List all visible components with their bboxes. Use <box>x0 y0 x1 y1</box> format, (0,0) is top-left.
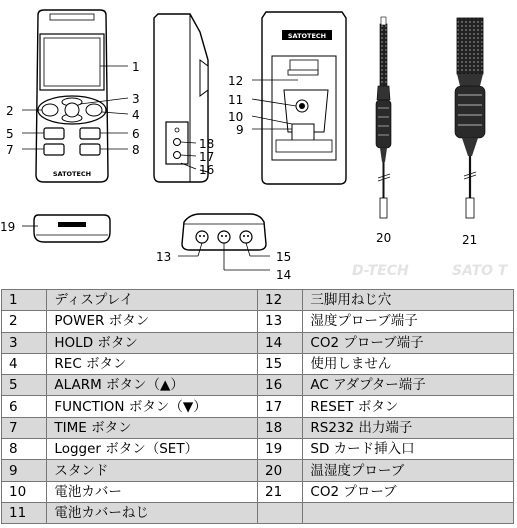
part-number: 6 <box>2 396 47 417</box>
part-name <box>303 502 514 523</box>
part-number: 2 <box>2 311 47 332</box>
part-name: FUNCTION ボタン（▼） <box>47 396 258 417</box>
table-row <box>2 439 514 460</box>
callout-13: 13 <box>156 250 172 264</box>
part-name: ディスプレイ <box>47 290 258 311</box>
bottom-view <box>34 215 110 242</box>
part-name: スタンド <box>47 460 258 481</box>
part-name: ALARM ボタン（▲） <box>47 375 258 396</box>
callout-15: 15 <box>276 250 292 264</box>
part-number: 14 <box>257 332 302 353</box>
table-row <box>2 290 514 311</box>
callout-18: 18 <box>199 137 215 151</box>
table-row <box>2 311 514 332</box>
part-name: 使用しません <box>303 353 514 374</box>
part-number: 7 <box>2 417 47 438</box>
table-row <box>2 332 514 353</box>
part-name: REC ボタン <box>47 353 258 374</box>
callout-7: 7 <box>6 143 14 157</box>
part-number: 20 <box>257 460 302 481</box>
part-number: 1 <box>2 290 47 311</box>
callout-1: 1 <box>132 60 140 74</box>
callout-12: 12 <box>228 74 244 88</box>
part-name: RESET ボタン <box>303 396 514 417</box>
front-view <box>36 10 108 182</box>
part-number: 13 <box>257 311 302 332</box>
part-number: 9 <box>2 460 47 481</box>
table-row <box>2 396 514 417</box>
table-row <box>2 481 514 502</box>
part-number <box>257 502 302 523</box>
temp-humidity-probe <box>376 17 391 218</box>
rear-view <box>262 12 346 184</box>
watermark-left: D-TECH <box>352 263 409 279</box>
part-number: 4 <box>2 353 47 374</box>
callout-8: 8 <box>132 143 140 157</box>
callout-17: 17 <box>199 150 215 164</box>
callout-10: 10 <box>228 110 244 124</box>
part-name: HOLD ボタン <box>47 332 258 353</box>
part-number: 5 <box>2 375 47 396</box>
callout-2: 2 <box>6 104 14 118</box>
callout-20: 20 <box>376 231 392 245</box>
part-number: 3 <box>2 332 47 353</box>
callout-9: 9 <box>236 123 244 137</box>
callout-5: 5 <box>6 127 14 141</box>
part-name: 電池カバー <box>47 481 258 502</box>
part-name: TIME ボタン <box>47 417 258 438</box>
part-number: 10 <box>2 481 47 502</box>
callout-3: 3 <box>132 92 140 106</box>
part-number: 12 <box>257 290 302 311</box>
part-name: CO2 プローブ端子 <box>303 332 514 353</box>
callout-16: 16 <box>199 163 215 177</box>
parts-table <box>1 289 514 524</box>
callout-21: 21 <box>462 233 478 247</box>
part-name: CO2 プローブ <box>303 481 514 502</box>
display-screen <box>44 38 100 86</box>
part-name: POWER ボタン <box>47 311 258 332</box>
part-name: Logger ボタン（SET） <box>47 439 258 460</box>
callout-14: 14 <box>276 268 292 282</box>
part-number: 21 <box>257 481 302 502</box>
table-row <box>2 375 514 396</box>
table-row <box>2 417 514 438</box>
callout-4: 4 <box>132 108 140 122</box>
part-number: 8 <box>2 439 47 460</box>
part-number: 19 <box>257 439 302 460</box>
part-name: 電池カバーねじ <box>47 502 258 523</box>
part-name: RS232 出力端子 <box>303 417 514 438</box>
part-number: 11 <box>2 502 47 523</box>
part-number: 15 <box>257 353 302 374</box>
co2-probe <box>455 18 485 218</box>
callout-6: 6 <box>132 127 140 141</box>
part-number: 18 <box>257 417 302 438</box>
brand-logo-rear: SATOTECH <box>287 32 327 40</box>
part-name: 三脚用ねじ穴 <box>303 290 514 311</box>
table-row <box>2 353 514 374</box>
part-name: 湿度プローブ端子 <box>303 311 514 332</box>
part-number: 16 <box>257 375 302 396</box>
callout-11: 11 <box>228 93 244 107</box>
table-row <box>2 502 514 523</box>
part-name: SD カード挿入口 <box>303 439 514 460</box>
part-name: AC アダプター端子 <box>303 375 514 396</box>
part-number: 17 <box>257 396 302 417</box>
brand-logo-front: SATOTECH <box>52 170 92 178</box>
table-row <box>2 460 514 481</box>
callout-19: 19 <box>0 220 16 234</box>
part-name: 温湿度プローブ <box>303 460 514 481</box>
watermark-right: SATO T <box>452 263 508 279</box>
